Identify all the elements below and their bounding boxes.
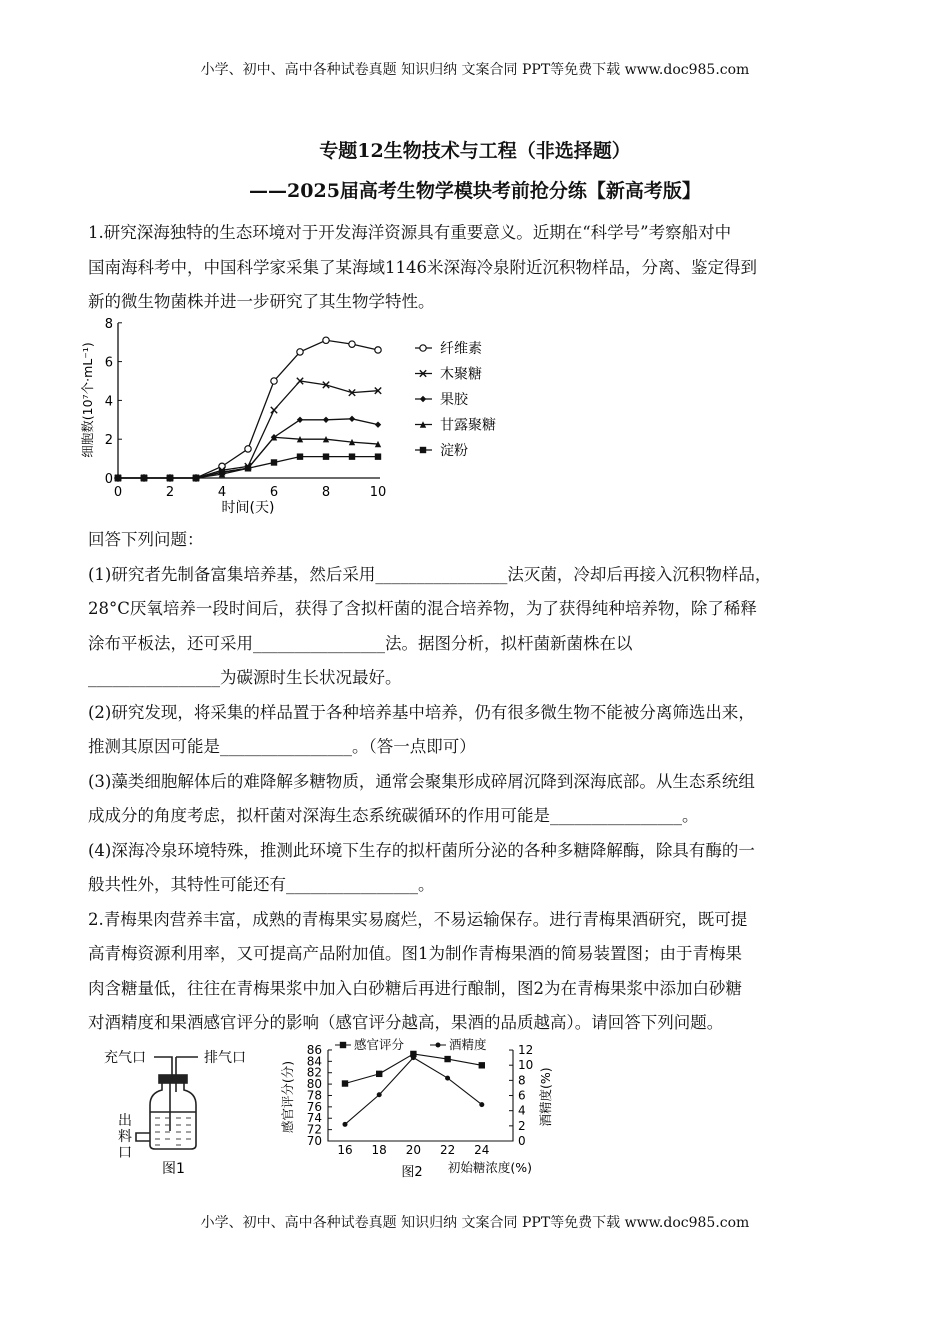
data-point: [349, 416, 355, 422]
series-line-1: [118, 381, 378, 478]
intro-line: 国南海科考中，中国科学家采集了某海域1146米深海冷泉附近沉积物样品，分离、鉴定得到: [88, 257, 757, 277]
series-line-0: [118, 340, 378, 478]
question-line: 涂布平板法，还可采用________________法。据图分析，拟杆菌新菌株在以: [88, 633, 633, 653]
intro-line: 1.研究深海独特的生态环境对于开发海洋资源具有重要意义。近期在“科学号”考察船对中: [88, 223, 732, 242]
question-line: 成成分的角度考虑，拟杆菌对深海生态系统碳循环的作用可能是________________。: [88, 806, 699, 825]
y-tick-label: 0: [104, 472, 113, 487]
axes: [118, 323, 380, 478]
question-line: 高青梅资源利用率，又可提高产品附加值。图1为制作青梅果酒的简易装置图；由于青梅果: [88, 944, 742, 963]
x-axis-label: 时间(天): [221, 500, 275, 515]
data-point: [141, 475, 147, 481]
legend-label: 纤维素: [440, 341, 482, 357]
data-point: [479, 1062, 485, 1068]
right-tick-label: 6: [518, 1088, 526, 1103]
discharge-label-2: 料: [118, 1129, 132, 1145]
page-subtitle: ——2025届高考生物学模块考前抢分练【新高考版】: [249, 180, 701, 202]
discharge-label-3: 口: [118, 1145, 132, 1161]
y-tick-label: 8: [104, 316, 113, 332]
legend-label: 感官评分: [354, 1037, 405, 1052]
data-point: [245, 446, 251, 452]
data-point: [349, 341, 355, 347]
data-point: [375, 421, 381, 427]
data-point: [271, 407, 277, 413]
y-tick-label: 2: [104, 433, 113, 449]
sugar-concentration-chart: [90, 1035, 560, 1180]
question-line: 2.青梅果肉营养丰富，成熟的青梅果实易腐烂，不易运输保存。进行青梅果酒研究，既可提: [88, 909, 748, 929]
legend-marker: [420, 396, 426, 402]
right-tick-label: 12: [518, 1043, 534, 1058]
data-point: [444, 1056, 450, 1062]
data-point: [342, 1080, 348, 1086]
question-line: 推测其原因可能是________________。（答一点即可）: [88, 737, 476, 756]
data-point: [376, 1071, 382, 1077]
x-tick-label: 0: [113, 485, 123, 500]
left-tick-label: 80: [306, 1077, 322, 1092]
page-title: 专题12生物技术与工程（非选择题）: [319, 140, 631, 162]
question-line: 对酒精度和果酒感官评分的影响（感官评分越高，果酒的品质越高）。请回答下列问题。: [88, 1013, 724, 1032]
data-point: [271, 378, 277, 384]
left-axis-label: 感官评分(分): [280, 1060, 295, 1134]
x-tick-label: 4: [217, 485, 227, 500]
x-tick-label: 2: [165, 485, 175, 500]
data-point: [323, 453, 329, 459]
question-line: 肉含糖量低，往往在青梅果浆中加入白砂糖后再进行酿制，图2为在青梅果浆中添加白砂糖: [88, 978, 742, 998]
y-tick-label: 4: [104, 394, 113, 410]
data-point: [375, 453, 381, 459]
x-tick-label: 8: [321, 485, 331, 500]
data-point: [445, 1076, 450, 1081]
data-point: [297, 349, 303, 355]
question-line: (1)研究者先制备富集培养基，然后采用________________法灭菌，冷却后再接入沉积物样品，: [88, 564, 772, 584]
x-tick-label: 24: [474, 1143, 490, 1157]
right-tick-label: 10: [518, 1058, 534, 1073]
data-point: [377, 1092, 382, 1097]
left-tick-label: 76: [306, 1099, 322, 1114]
question-line: 般共性外，其特性可能还有________________。: [88, 875, 435, 894]
x-tick-label: 22: [439, 1143, 456, 1157]
data-point: [323, 337, 329, 343]
x-axis-label: 初始糖浓度(%): [447, 1160, 533, 1175]
left-tick-label: 82: [306, 1065, 322, 1080]
question-line: (3)藻类细胞解体后的难降解多糖物质，通常会聚集形成碎屑沉降到深海底部。从生态系统组: [88, 771, 755, 791]
figure-2-caption: 图2: [401, 1165, 423, 1180]
right-axis-label: 酒精度(%): [538, 1067, 553, 1127]
data-point: [167, 475, 173, 481]
data-point: [271, 459, 277, 465]
right-tick-label: 0: [518, 1134, 526, 1148]
inlet-label: 充气口: [104, 1050, 146, 1066]
right-tick-label: 2: [518, 1118, 526, 1133]
legend-marker: [436, 1043, 441, 1048]
legend-marker: [420, 345, 426, 351]
legend-marker: [420, 447, 426, 453]
data-point: [343, 1122, 348, 1127]
legend-label: 木聚糖: [440, 366, 482, 383]
question-line: 回答下列问题：: [88, 530, 204, 549]
x-tick-label: 20: [405, 1143, 422, 1157]
right-tick-label: 8: [518, 1073, 526, 1088]
legend-label: 果胶: [440, 392, 468, 408]
x-tick-label: 16: [337, 1143, 353, 1157]
data-point: [323, 417, 329, 423]
legend-marker: [340, 1042, 346, 1048]
left-tick-label: 72: [306, 1122, 322, 1137]
data-point: [297, 453, 303, 459]
legend-label: 淀粉: [440, 443, 468, 459]
y-tick-label: 6: [104, 355, 113, 371]
data-point: [115, 475, 121, 481]
cell-growth-chart: [80, 315, 510, 515]
data-point: [349, 453, 355, 459]
left-tick-label: 70: [306, 1134, 322, 1148]
left-tick-label: 74: [306, 1111, 322, 1126]
x-tick-label: 18: [371, 1143, 387, 1157]
question-line: (2)研究发现，将采集的样品置于各种培养基中培养，仍有很多微生物不能被分离筛选出来，: [88, 702, 755, 722]
series-line-3: [118, 437, 378, 478]
left-tick-label: 84: [306, 1054, 322, 1069]
x-tick-label: 10: [369, 485, 387, 500]
left-tick-label: 86: [306, 1042, 322, 1057]
question-line: (4)深海冷泉环境特殊，推测此环境下生存的拟杆菌所分泌的各种多糖降解酶，除具有酶的一: [88, 840, 755, 860]
data-point: [193, 475, 199, 481]
data-point: [219, 469, 225, 475]
data-point: [375, 347, 381, 353]
question-line: 28°C厌氧培养一段时间后，获得了含拟杆菌的混合培养物，为了获得纯种培养物，除了稀释: [88, 599, 757, 618]
outlet-label: 排气口: [204, 1050, 246, 1066]
data-point: [245, 465, 251, 471]
x-tick-label: 6: [269, 485, 279, 500]
intro-line: 新的微生物菌株并进一步研究了其生物学特性。: [88, 292, 435, 311]
series-line-1: [345, 1058, 482, 1125]
right-tick-label: 4: [518, 1103, 526, 1118]
discharge-label-1: 出: [118, 1113, 132, 1129]
data-point: [479, 1102, 484, 1107]
page-header: 小学、初中、高中各种试卷真题 知识归纳 文案合同 PPT等免费下载 www.doc985.com: [200, 62, 750, 78]
y-axis-label: 细胞数(10⁷个·mL⁻¹): [80, 342, 95, 458]
legend-label: 酒精度: [449, 1037, 487, 1052]
figure-1-caption: 图1: [162, 1161, 185, 1177]
page-footer: 小学、初中、高中各种试卷真题 知识归纳 文案合同 PPT等免费下载 www.doc985.com: [200, 1215, 750, 1231]
legend-label: 甘露聚糖: [440, 417, 496, 434]
data-point: [411, 1055, 416, 1060]
left-tick-label: 78: [306, 1088, 322, 1103]
axes: [328, 1050, 513, 1141]
question-line: ________________为碳源时生长状况最好。: [88, 668, 402, 687]
